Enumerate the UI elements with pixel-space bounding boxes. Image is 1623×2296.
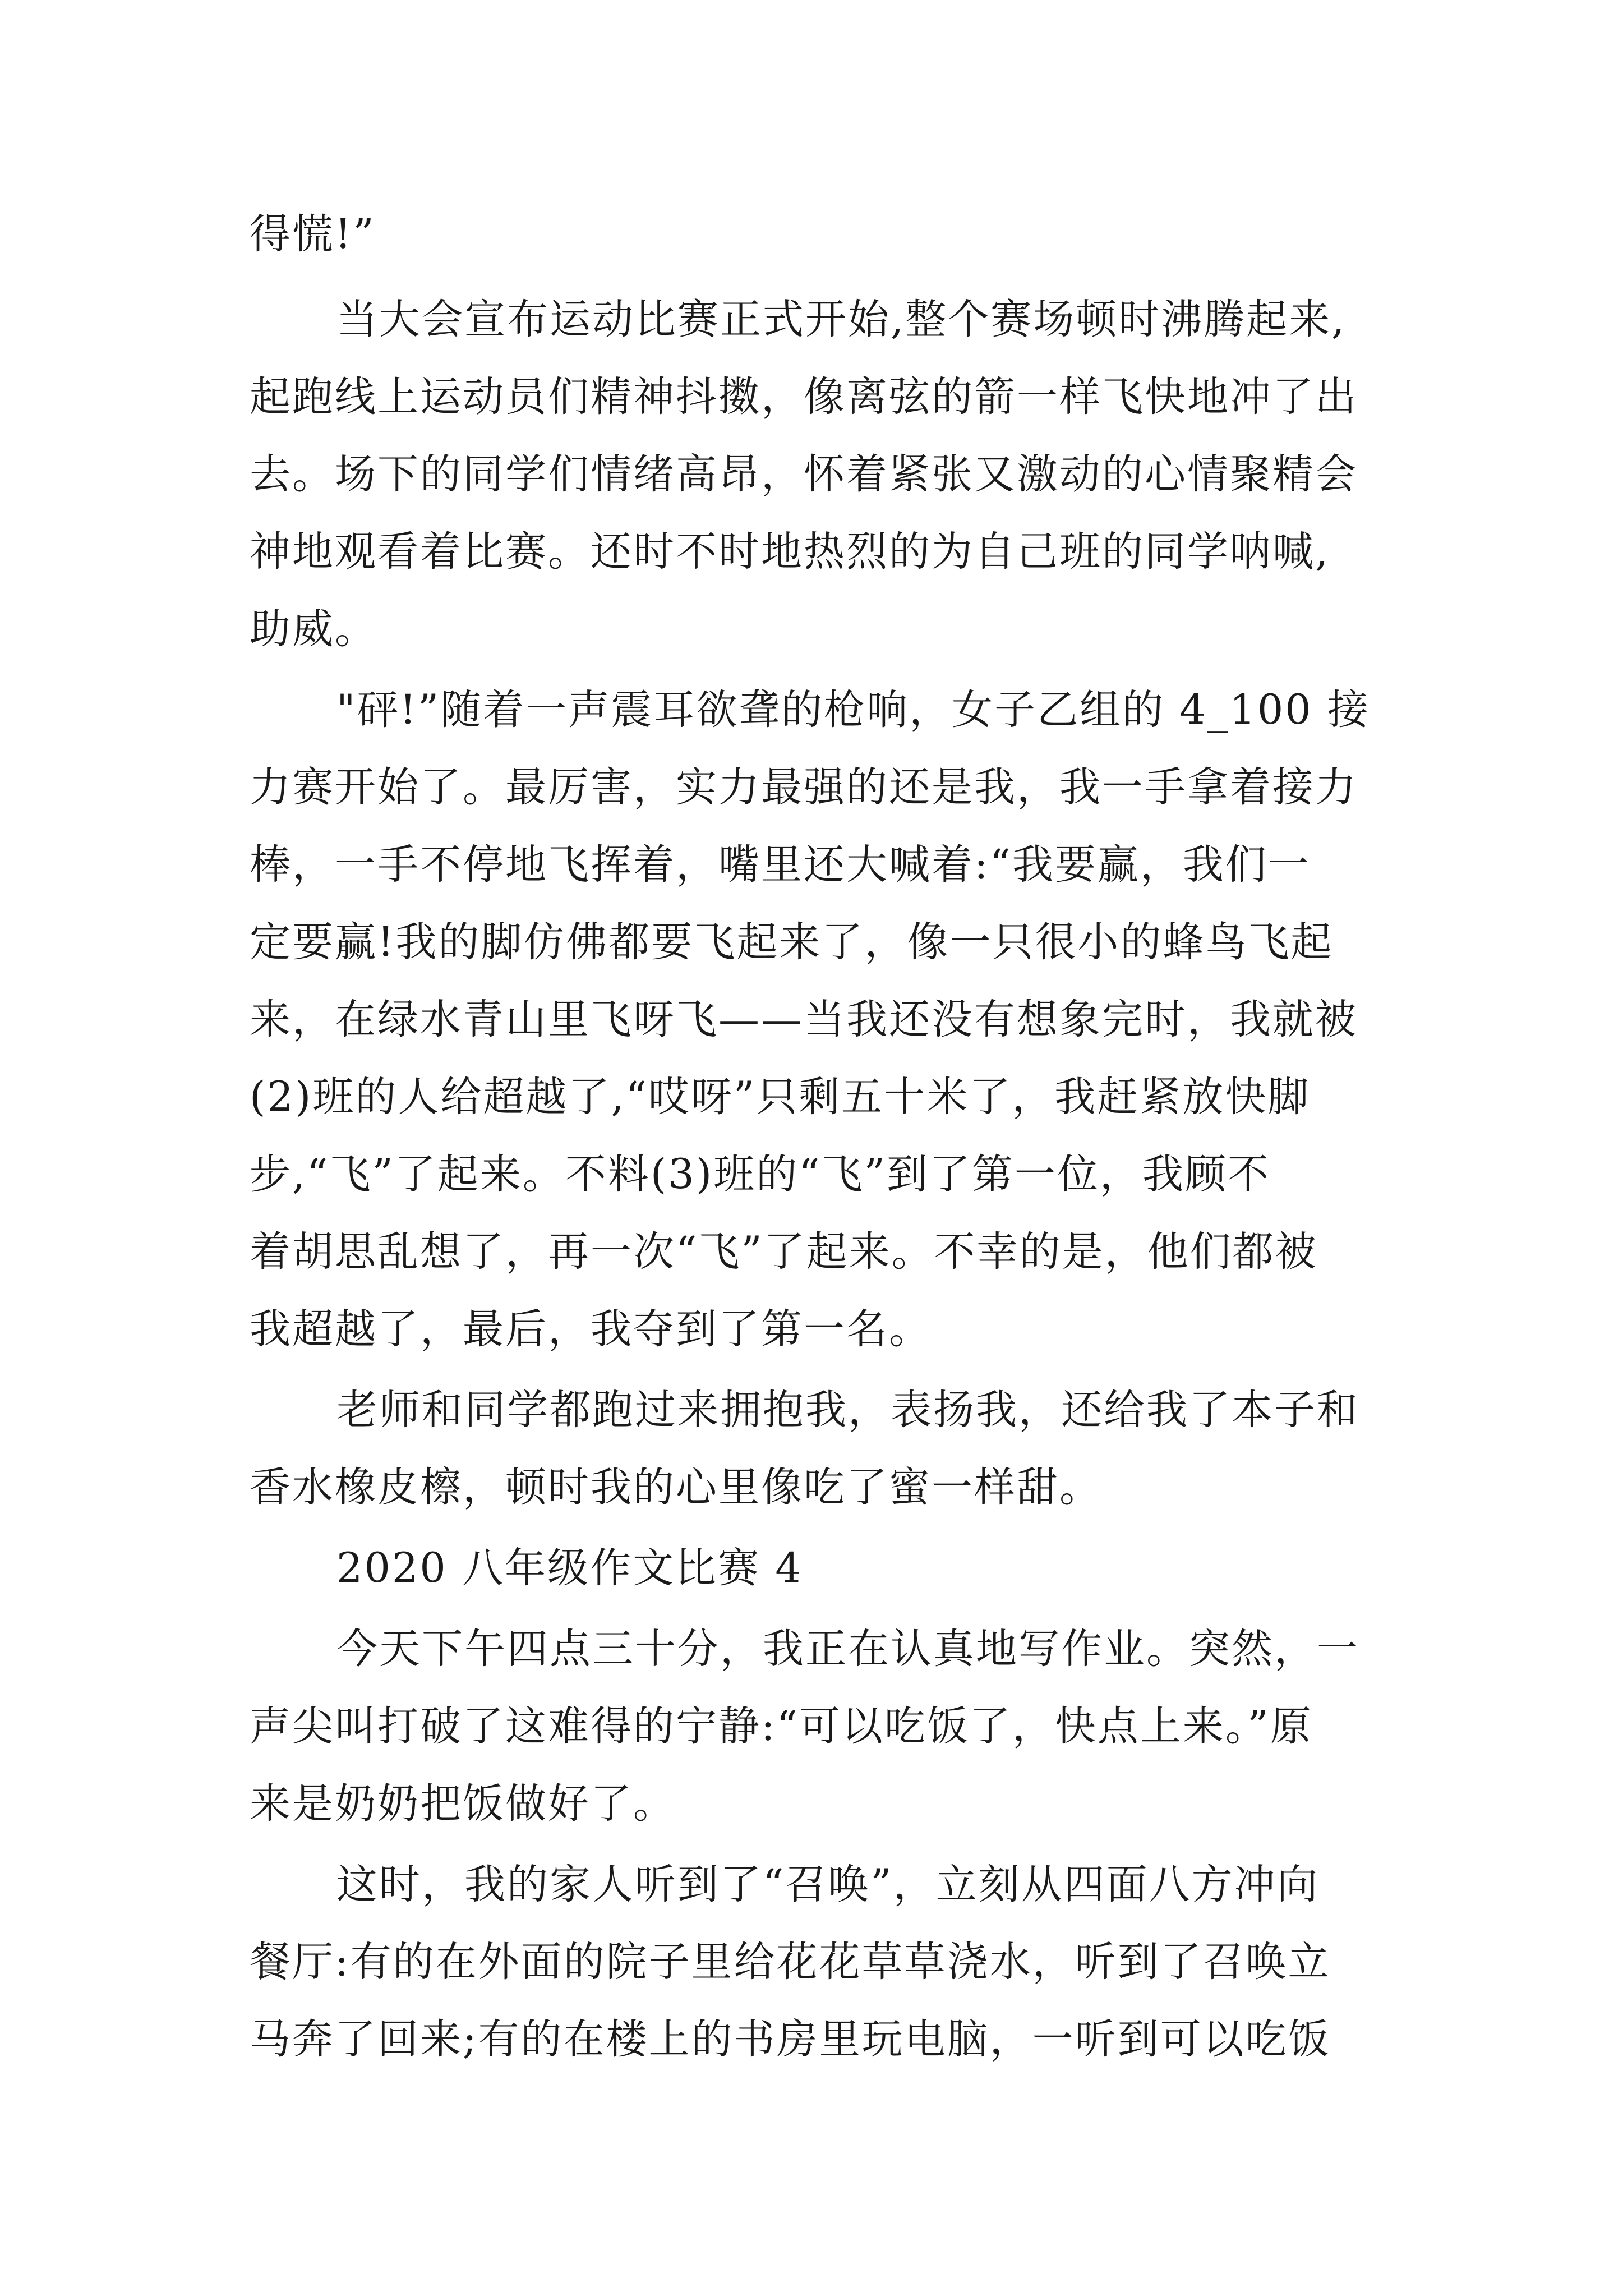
text-line: 起跑线上运动员们精神抖擞，像离弦的箭一样飞快地冲了出 (250, 373, 1358, 421)
text-line: 我超越了，最后，我夺到了第一名。 (250, 1305, 932, 1353)
text-line: 步,“飞”了起来。不料(3)班的“飞”到了第一位，我顾不 (250, 1151, 1270, 1198)
text-line: 棒，一手不停地飞挥着，嘴里还大喊着:“我要赢，我们一 (250, 841, 1311, 889)
text-line: 马奔了回来;有的在楼上的书房里玩电脑，一听到可以吃饭 (250, 2016, 1331, 2063)
text-line: 力赛开始了。最厉害，实力最强的还是我，我一手拿着接力 (250, 763, 1358, 811)
text-line: 来是奶奶把饭做好了。 (250, 1780, 676, 1828)
text-line: 来，在绿水青山里飞呀飞——当我还没有想象完时，我就被 (250, 996, 1358, 1043)
text-line: 定要赢!我的脚仿佛都要飞起来了，像一只很小的蜂鸟飞起 (250, 918, 1334, 966)
paragraph-start-line: "砰!”随着一声震耳欲聋的枪响，女子乙组的 4_100 接 (336, 686, 1370, 734)
text-line: 去。场下的同学们情绪高昂，怀着紧张又激动的心情聚精会 (250, 450, 1358, 498)
text-line: 神地观看着比赛。还时不时地热烈的为自己班的同学呐喊, (250, 528, 1330, 576)
text-line: 餐厅:有的在外面的院子里给花花草草浇水，听到了召唤立 (250, 1938, 1331, 1986)
paragraph-start-line: 这时，我的家人听到了“召唤”，立刻从四面八方冲向 (336, 1861, 1320, 1908)
section-heading: 2020 八年级作文比赛 4 (336, 1544, 803, 1592)
text-line: (2)班的人给超越了,“哎呀”只剩五十米了，我赶紧放快脚 (250, 1073, 1311, 1121)
text-line: 得慌!” (250, 210, 376, 258)
text-line: 着胡思乱想了，再一次“飞”了起来。不幸的是，他们都被 (250, 1228, 1318, 1276)
paragraph-start-line: 今天下午四点三十分，我正在认真地写作业。突然，一 (336, 1625, 1359, 1673)
text-line: 助威。 (250, 605, 377, 653)
text-line: 声尖叫打破了这难得的宁静:“可以吃饭了，快点上来。”原 (250, 1703, 1313, 1750)
paragraph-start-line: 当大会宣布运动比赛正式开始,整个赛场顿时沸腾起来, (336, 296, 1347, 343)
paragraph-start-line: 老师和同学都跑过来拥抱我，表扬我，还给我了本子和 (336, 1386, 1359, 1434)
text-line: 香水橡皮檫，顿时我的心里像吃了蜜一样甜。 (250, 1464, 1102, 1511)
